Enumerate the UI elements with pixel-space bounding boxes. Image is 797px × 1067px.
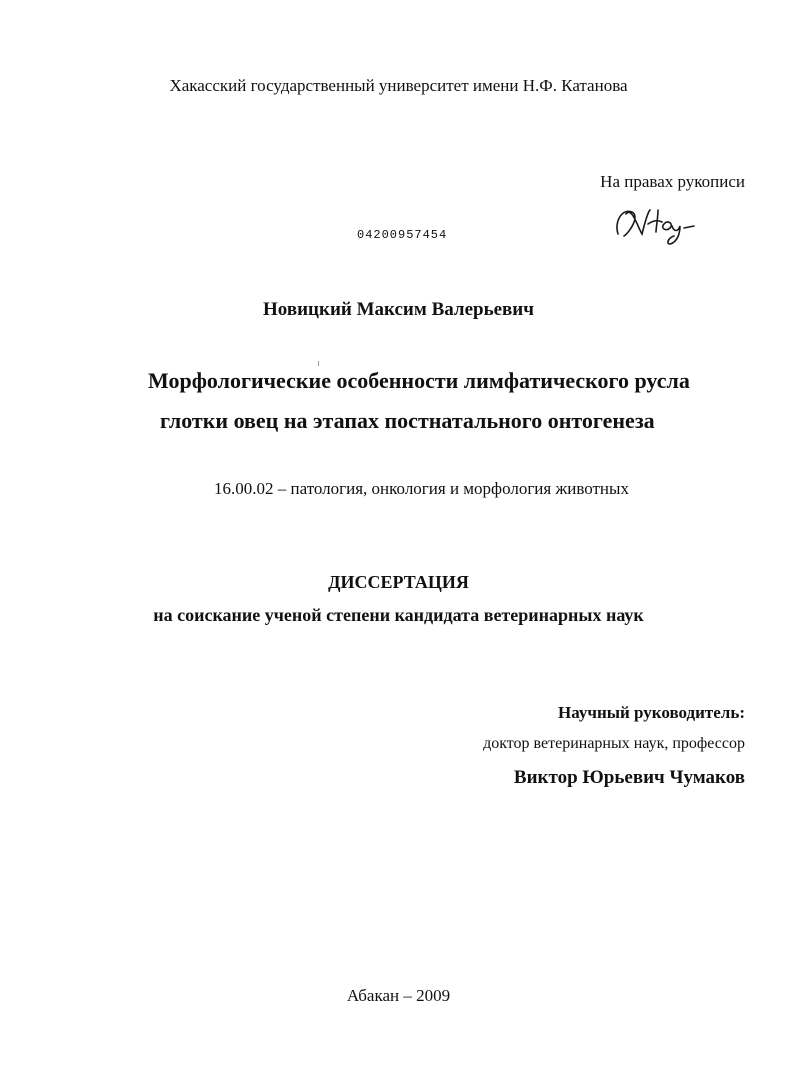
document-number: 04200957454	[357, 228, 448, 242]
advisor-title: доктор ветеринарных наук, профессор	[483, 735, 745, 752]
university-name: Хакасский государственный университет имени Н.Ф. Катанова	[169, 76, 628, 95]
document-type: ДИССЕРТАЦИЯ	[328, 572, 469, 592]
manuscript-rights-note: На правах рукописи	[600, 172, 745, 191]
specialty-code: 16.00.02 – патология, онкология и морфология животных	[214, 479, 629, 498]
author-signature	[612, 198, 712, 248]
city-year: Абакан – 2009	[346, 986, 451, 1005]
thesis-title-line-1: Морфологические особенности лимфатического русла	[148, 368, 690, 393]
author-name: Новицкий Максим Валерьевич	[263, 299, 534, 320]
degree-description: на соискание ученой степени кандидата ветеринарных наук	[153, 605, 644, 625]
advisor-label: Научный руководитель:	[558, 703, 745, 722]
thesis-title-line-2: глотки овец на этапах постнатального онтогенеза	[160, 408, 655, 433]
scan-speck	[318, 361, 319, 366]
advisor-name: Виктор Юрьевич Чумаков	[513, 767, 745, 788]
